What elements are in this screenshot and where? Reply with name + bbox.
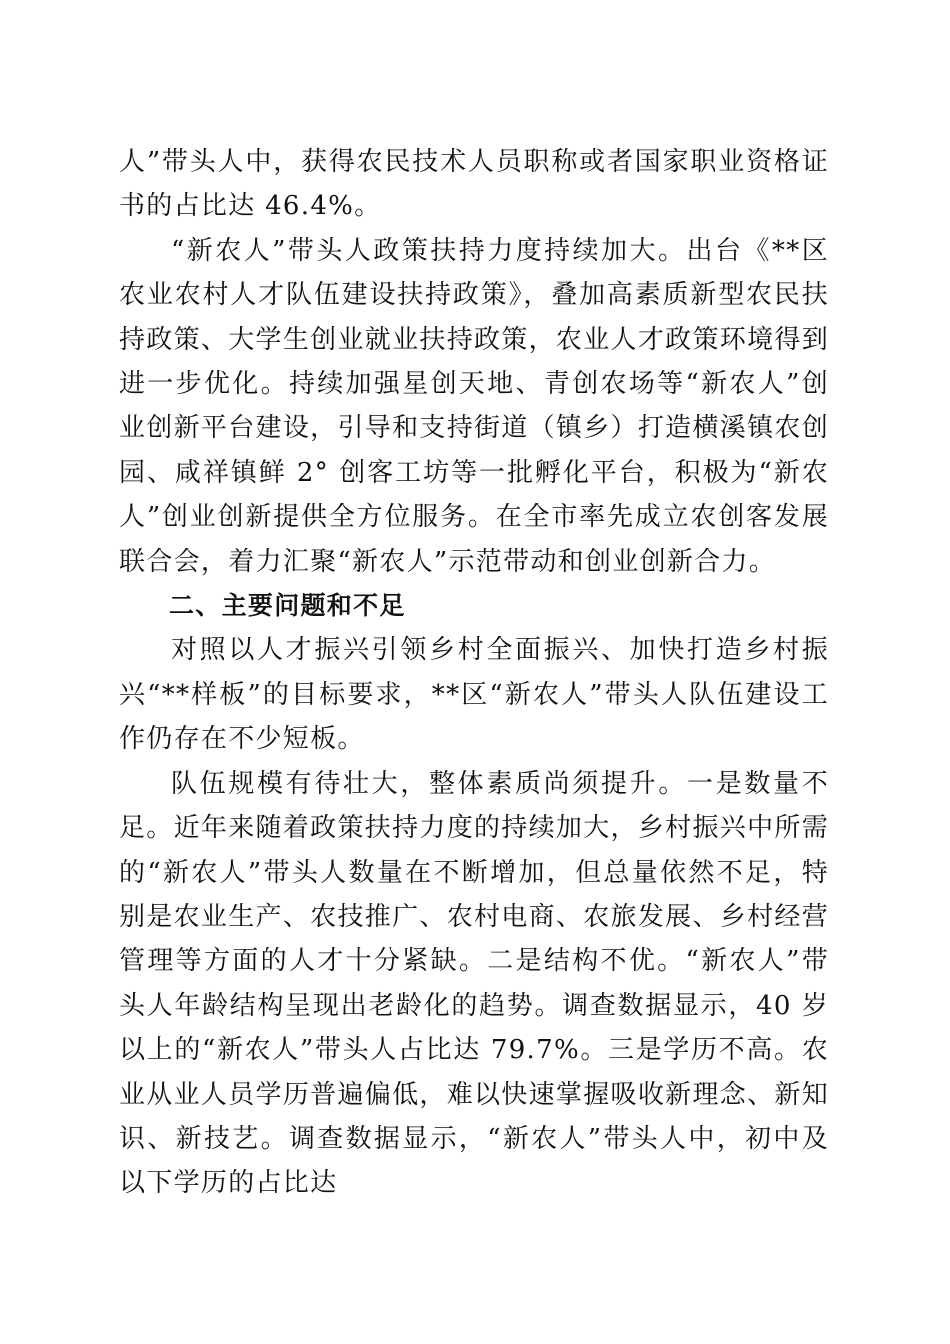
paragraph-2: “新农人”带头人政策扶持力度持续加大。出台《**区农业农村人才队伍建设扶持政策》，叠加高素质新型农民扶持政策、大学生创业就业扶持政策，农业人才政策环境得到进一步优化。持续加强星创天地、青创农场等“新农人”创业创新平台建设，引导和支持街道（镇乡）打造横溪镇农创园、咸祥镇鲜 2° 创客工坊等一批孵化平台，积极为“新农人”创业创新提供全方位服务。在全市率先成立农创客发展联合会，着力汇聚“新农人”示范带动和创业创新合力。 bbox=[119, 235, 829, 577]
paragraph-4: 队伍规模有待壮大，整体素质尚须提升。一是数量不足。近年来随着政策扶持力度的持续加大，乡村振兴中所需的“新农人”带头人数量在不断增加，但总量依然不足，特别是农业生产、农技推广、农村电商、农旅发展、乡村经营管理等方面的人才十分紧缺。二是结构不优。“新农人”带头人年龄结构呈现出老龄化的趋势。调查数据显示，40 岁以上的“新农人”带头人占比达 79.7%。三是学历不高。农业从业人员学历普遍偏低，难以快速掌握吸收新理念、新知识、新技艺。调查数据显示，“新农人”带头人中，初中及以下学历的占比达 bbox=[119, 768, 829, 1199]
paragraph-3: 对照以人才振兴引领乡村全面振兴、加快打造乡村振兴“**样板”的目标要求，**区“新农人”带头人队伍建设工作仍存在不少短板。 bbox=[119, 635, 829, 755]
document-body bbox=[119, 140, 829, 1206]
paragraph-1: 人”带头人中，获得农民技术人员职称或者国家职业资格证书的占比达 46.4%。 bbox=[119, 147, 829, 222]
section-heading: 二、主要问题和不足 bbox=[169, 591, 406, 621]
